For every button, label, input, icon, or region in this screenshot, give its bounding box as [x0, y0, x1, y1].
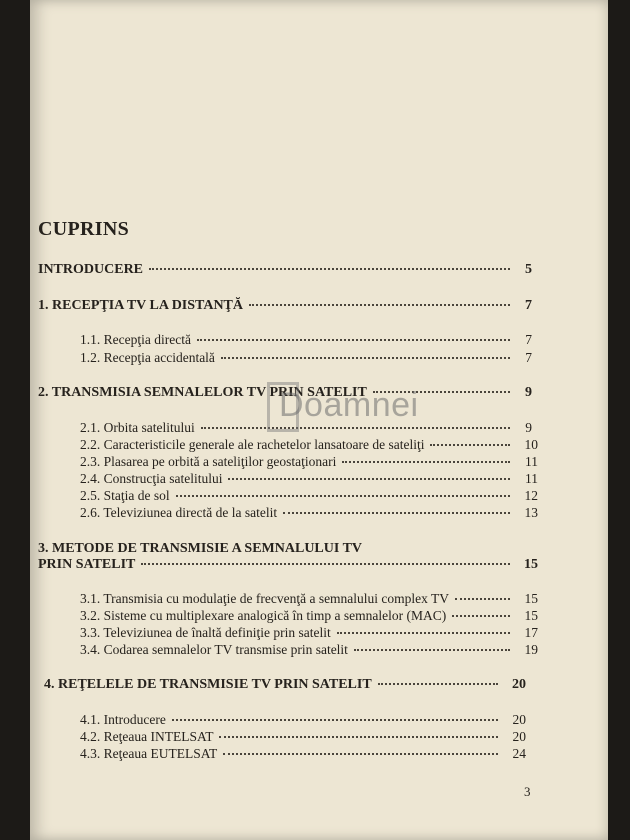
toc-item-label: 2.2. Caracteristicile generale ale rachetelor lansatoare de sateliţi	[80, 437, 425, 452]
toc-item-label: 4.3. Reţeaua EUTELSAT	[80, 746, 218, 761]
dot-leader	[283, 512, 510, 514]
dot-leader	[249, 304, 510, 306]
toc-item	[80, 642, 538, 658]
dot-leader	[430, 444, 510, 446]
dot-leader	[228, 478, 510, 480]
toc-section-label: PRIN SATELIT	[38, 557, 136, 572]
dot-leader	[221, 357, 510, 359]
toc-item-label: 3.4. Codarea semnalelor TV transmise prin satelit	[80, 642, 348, 657]
toc-section-label: 4. REŢELELE DE TRANSMISIE TV PRIN SATELIT	[44, 677, 372, 692]
dot-leader	[176, 495, 510, 497]
toc-page-number: 7	[525, 350, 532, 365]
toc-section-2	[38, 385, 532, 401]
toc-page-number: 20	[512, 677, 526, 692]
toc-item	[80, 625, 538, 641]
toc-item-label: 3.1. Transmisia cu modulaţie de frecvenţă a semnalului complex TV	[80, 591, 450, 606]
toc-section-3-line1: 3. METODE DE TRANSMISIE A SEMNALULUI TV	[38, 541, 363, 556]
toc-section-3	[38, 557, 538, 573]
dot-leader	[452, 615, 510, 617]
toc-page-number: 15	[524, 608, 538, 623]
dot-leader	[197, 339, 510, 341]
toc-page-number: 7	[525, 332, 532, 347]
toc-item	[80, 437, 538, 453]
toc-page-number: 20	[512, 729, 526, 744]
dot-leader	[455, 598, 510, 600]
toc-item-label: 2.1. Orbita satelitului	[80, 420, 195, 435]
toc-item	[80, 350, 532, 366]
dot-leader	[219, 736, 498, 738]
toc-section-1	[38, 298, 532, 314]
toc-item	[80, 608, 538, 624]
toc-page-number: 5	[525, 262, 532, 277]
dot-leader	[354, 649, 510, 651]
toc-page-number: 19	[524, 642, 538, 657]
page-number: 3	[524, 784, 531, 799]
toc-page-number: 10	[524, 437, 538, 452]
toc-item	[80, 746, 526, 762]
toc-item	[80, 454, 538, 470]
toc-page-number: 9	[525, 385, 532, 400]
toc-item	[80, 729, 526, 745]
dot-leader	[201, 427, 510, 429]
dot-leader	[223, 753, 498, 755]
toc-page-number: 12	[524, 488, 538, 503]
toc-item-label: 3.3. Televiziunea de înaltă definiţie prin satelit	[80, 625, 331, 640]
toc-page-number: 7	[525, 298, 532, 313]
toc-title: CUPRINS	[38, 218, 129, 240]
toc-section-label: 1. RECEPŢIA TV LA DISTANŢĂ	[38, 298, 244, 313]
toc-page-number: 15	[524, 557, 538, 572]
toc-item-label: 4.1. Introducere	[80, 712, 166, 727]
toc-item	[80, 420, 532, 436]
dot-leader	[149, 268, 510, 270]
toc-item-label: 2.3. Plasarea pe orbită a sateliţilor geostaţionari	[80, 454, 337, 469]
toc-item-label: 1.1. Recepţia directă	[80, 332, 191, 347]
dot-leader	[172, 719, 498, 721]
toc-page-number: 24	[512, 746, 526, 761]
toc-section-label: 2. TRANSMISIA SEMNALELOR TV PRIN SATELIT	[38, 385, 367, 400]
book-page	[30, 0, 608, 840]
toc-item-label: 1.2. Recepţia accidentală	[80, 350, 215, 365]
toc-item	[80, 712, 526, 728]
toc-item-label: 2.5. Staţia de sol	[80, 488, 170, 503]
dot-leader	[141, 563, 510, 565]
toc-page-number: 20	[512, 712, 526, 727]
toc-page-number: 11	[525, 471, 538, 486]
toc-item	[80, 591, 538, 607]
toc-page-number: 11	[525, 454, 538, 469]
toc-item-label: 3.2. Sisteme cu multiplexare analogică în timp a semnalelor (MAC)	[80, 608, 447, 623]
toc-page-number: 9	[525, 420, 532, 435]
dot-leader	[337, 632, 510, 634]
toc-item-label: 2.6. Televiziunea directă de la satelit	[80, 505, 278, 520]
toc-item	[80, 488, 538, 504]
toc-section-4	[44, 677, 526, 693]
toc-section-introduction	[38, 262, 532, 278]
toc-section-label: INTRODUCERE	[38, 262, 144, 277]
toc-item	[80, 471, 538, 487]
toc-page-number: 13	[524, 505, 538, 520]
toc-page-number: 17	[524, 625, 538, 640]
watermark-text: Doamnei	[279, 386, 419, 424]
toc-item-label: 4.2. Reţeaua INTELSAT	[80, 729, 214, 744]
toc-page-number: 15	[524, 591, 538, 606]
toc-item	[80, 332, 532, 348]
dot-leader	[378, 683, 498, 685]
dot-leader	[373, 391, 510, 393]
dot-leader	[342, 461, 510, 463]
toc-item-label: 2.4. Construcţia satelitului	[80, 471, 223, 486]
toc-item	[80, 505, 538, 521]
